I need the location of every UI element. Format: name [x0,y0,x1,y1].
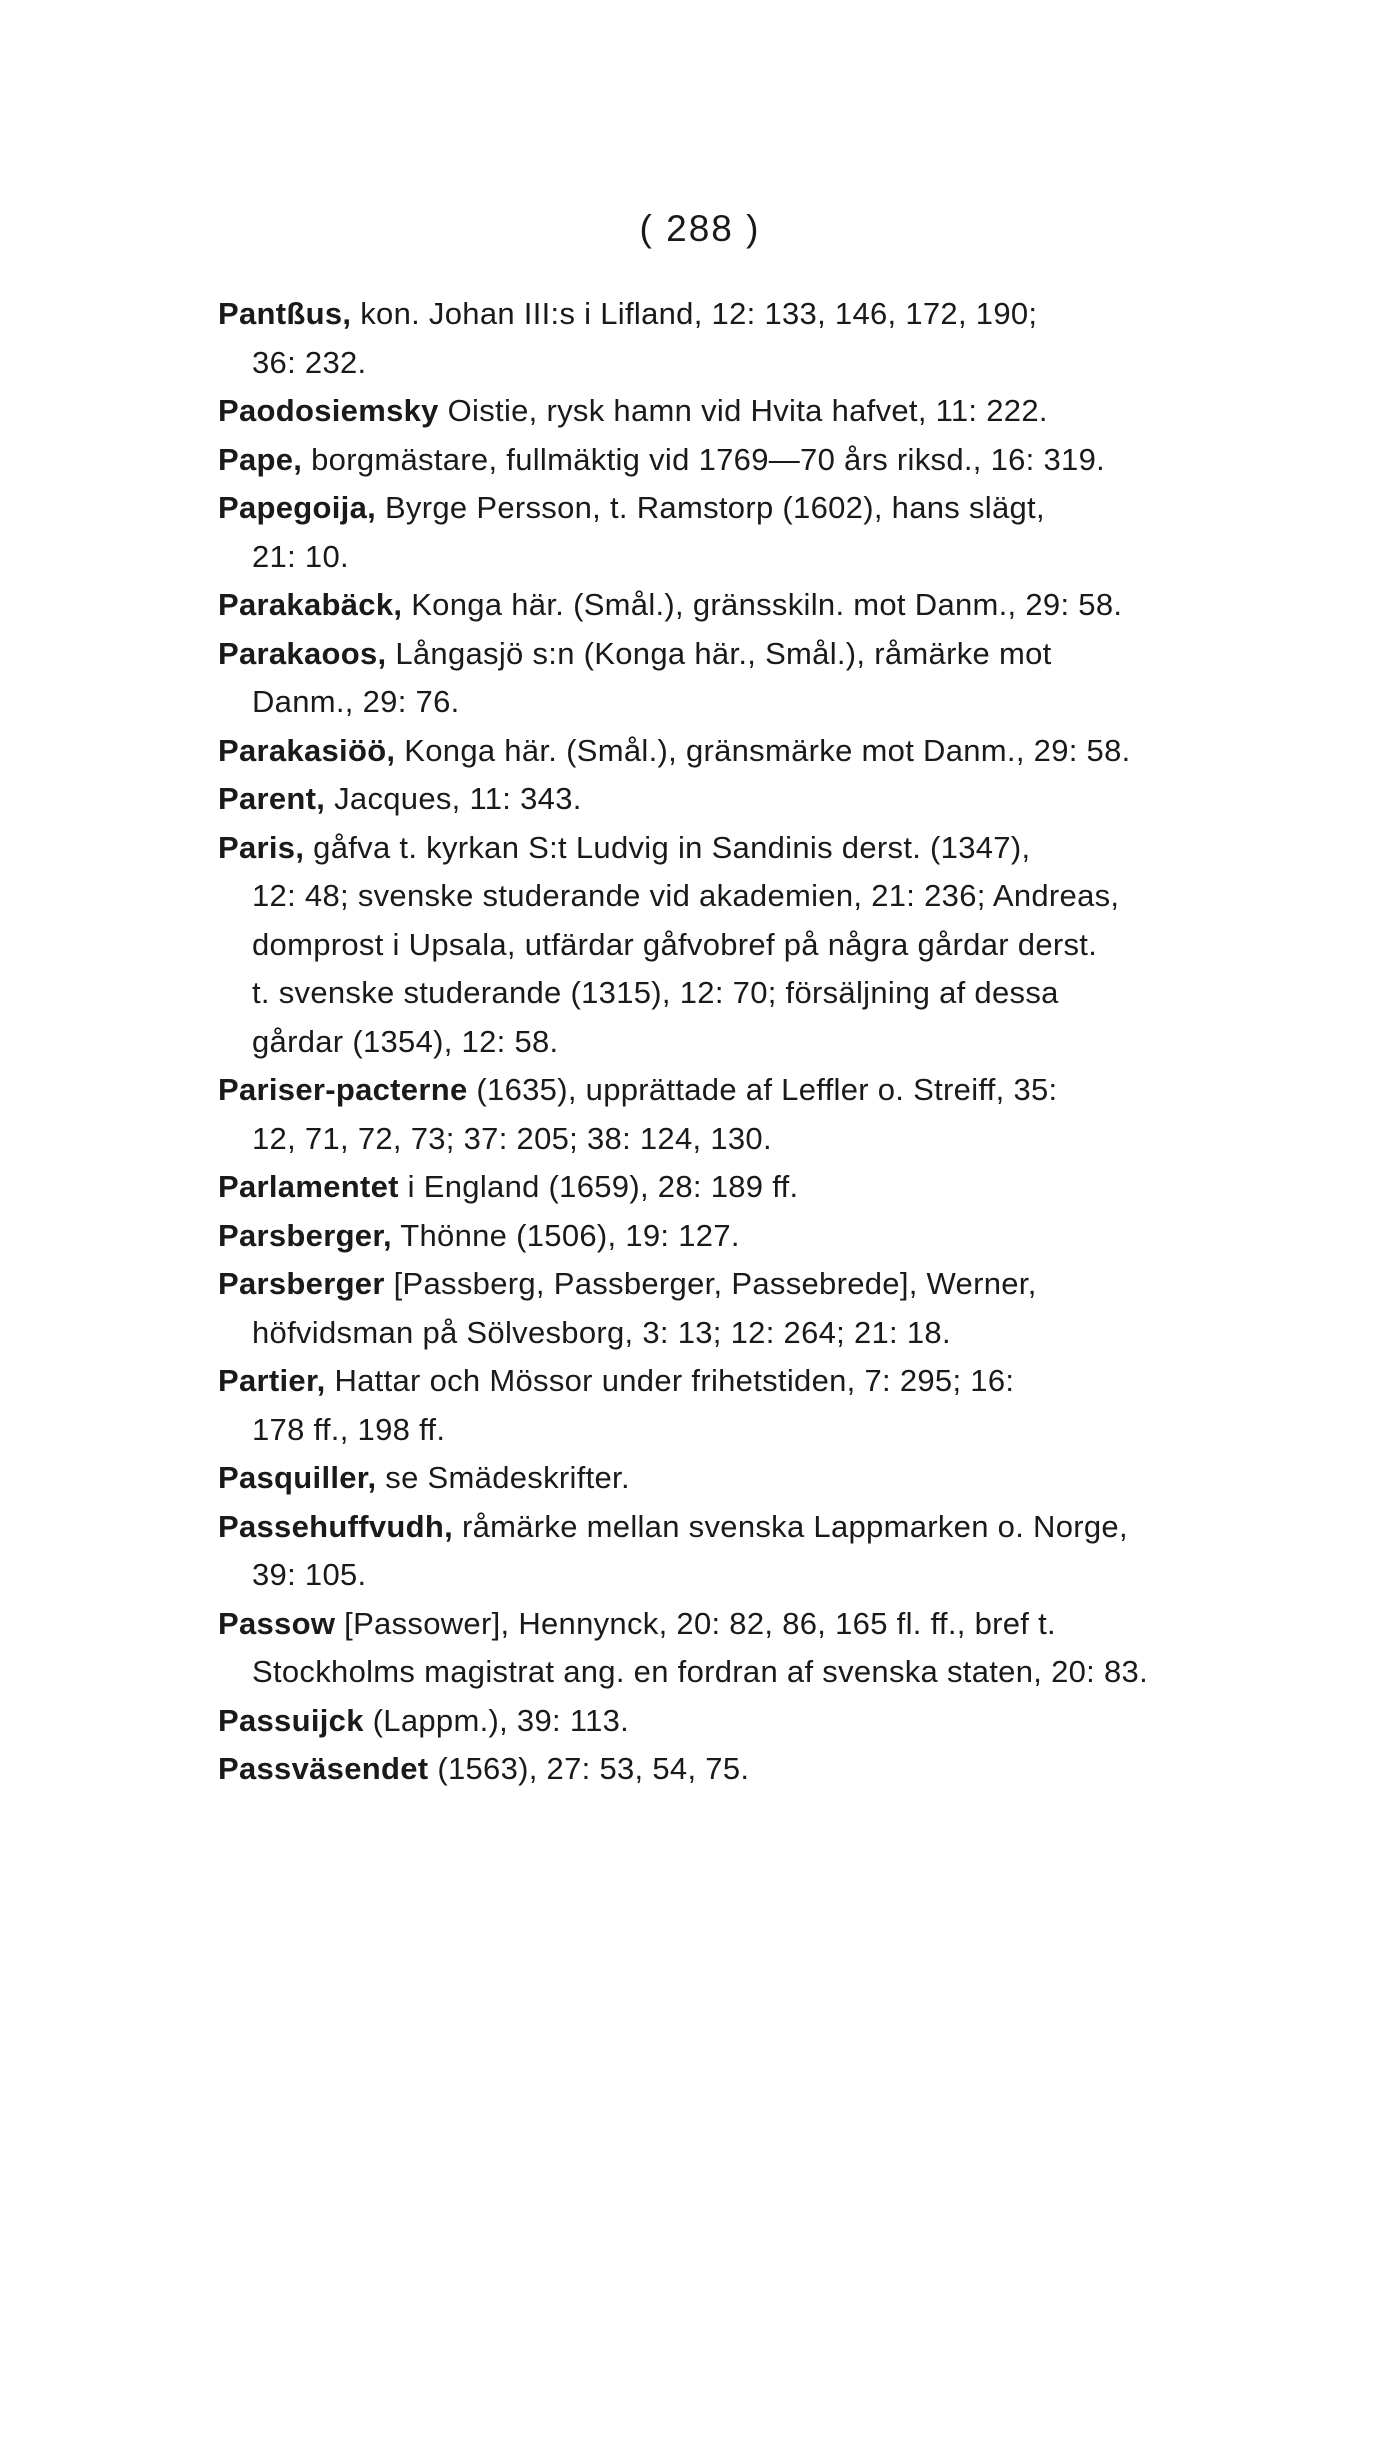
entry-term: Parsberger, [218,1217,392,1253]
entry-text: Oistie, rysk hamn vid Hvita hafvet, 11: 222. [438,393,1048,428]
entry-text: Konga här. (Smål.), gränsmärke mot Danm., 29: 58. [395,732,1131,768]
entry-term: Pape, [218,441,303,477]
entry-text: (1635), upprättade af Leffler o. Streiff, 35: [467,1072,1058,1107]
entry-text: Konga här. (Smål.), gränsskiln. mot Danm., 29: 58. [402,587,1123,622]
entry-term: Parent, [218,781,326,816]
entry-term: Parakaoos, [218,635,387,671]
index-entry [218,581,1278,630]
entry-text: [Passberg, Passberger, Passebrede], Werner, [384,1266,1037,1301]
entry-text: (Lappm.), 39: 113. [363,1702,630,1738]
page-number: ( 288 ) [639,208,761,249]
entry-term: Papegoija, [218,490,377,525]
index-entry [218,1454,1278,1503]
entry-text: i England (1659), 28: 189 ff. [398,1169,799,1204]
entry-text: 12: 48; svenske studerande vid akademien, 21: 236; Andreas, [252,878,1120,913]
index-entry [218,1260,1278,1357]
entry-text: Danm., 29: 76. [252,684,460,719]
entry-text: höfvidsman på Sölvesborg, 3: 13; 12: 264; 21: 18. [252,1314,951,1350]
entry-term: Partier, [218,1363,326,1398]
index-entry [218,775,1278,824]
entry-text: gåfva t. kyrkan S:t Ludvig in Sandinis derst. (1347), [304,829,1031,865]
entry-text: 178 ff., 198 ff. [252,1411,446,1447]
entry-text: Hattar och Mössor under frihetstiden, 7: 295; 16: [325,1363,1015,1398]
entry-text: 12, 71, 72, 73; 37: 205; 38: 124, 130. [252,1120,772,1156]
entry-text: [Passower], Hennynck, 20: 82, 86, 165 fl. ff., bref t. [335,1605,1056,1641]
entry-term: Parlamentet [218,1169,399,1204]
index-entry [218,1212,1278,1261]
index-entry [218,727,1278,776]
index-entry [218,1697,1278,1746]
entry-text: kon. Johan III:s i Lifland, 12: 133, 146, 172, 190; [351,296,1038,331]
entry-text: råmärke mellan svenska Lappmarken o. Norge, [453,1508,1128,1544]
entry-text: 21: 10. [252,538,349,574]
index-entry [218,1163,1278,1212]
entry-term: Passehuffvudh, [218,1508,454,1544]
index-entry [218,484,1278,581]
entry-text: t. svenske studerande (1315), 12: 70; försäljning af dessa [252,975,1059,1010]
index-entry [218,630,1278,727]
entry-text: se Smädeskrifter. [376,1460,630,1495]
index-entry [218,1600,1278,1697]
index-entry [218,387,1278,436]
entry-text: Långasjö s:n (Konga här., Smål.), råmärke mot [386,635,1052,671]
entry-text: Thönne (1506), 19: 127. [391,1217,740,1253]
index-entry [218,1357,1278,1454]
index-entry [218,1503,1278,1600]
entry-text: 36: 232. [252,344,367,380]
entry-term: Parakasiöö, [218,732,396,768]
index-entry [218,290,1278,387]
index-entry [218,1066,1278,1163]
entry-term: Paris, [218,829,305,865]
entry-text: (1563), 27: 53, 54, 75. [428,1751,750,1786]
entry-term: Passuijck [218,1702,364,1738]
entry-text: Byrge Persson, t. Ramstorp (1602), hans slägt, [376,490,1045,525]
entry-text: Stockholms magistrat ang. en fordran af svenska staten, 20: 83. [252,1654,1148,1689]
entry-term: Parsberger [218,1266,385,1301]
index-entry [218,824,1278,1067]
entry-text: domprost i Upsala, utfärdar gåfvobref på några gårdar derst. [252,926,1098,962]
entry-term: Paodosiemsky [218,393,439,428]
entry-term: Pantßus, [218,296,352,331]
entry-text: 39: 105. [252,1557,367,1592]
entry-term: Pasquiller, [218,1460,377,1495]
entry-text: Jacques, 11: 343. [325,781,582,816]
entry-text: borgmästare, fullmäktig vid 1769—70 års riksd., 16: 319. [302,441,1106,477]
index-entry [218,436,1278,485]
entry-term: Pariser-pacterne [218,1072,468,1107]
entry-term: Passow [218,1605,336,1641]
entry-term: Parakabäck, [218,587,403,622]
entry-text: gårdar (1354), 12: 58. [252,1023,559,1059]
index-entry [218,1745,1278,1794]
entry-term: Passväsendet [218,1751,429,1786]
index-list [218,290,1278,1794]
